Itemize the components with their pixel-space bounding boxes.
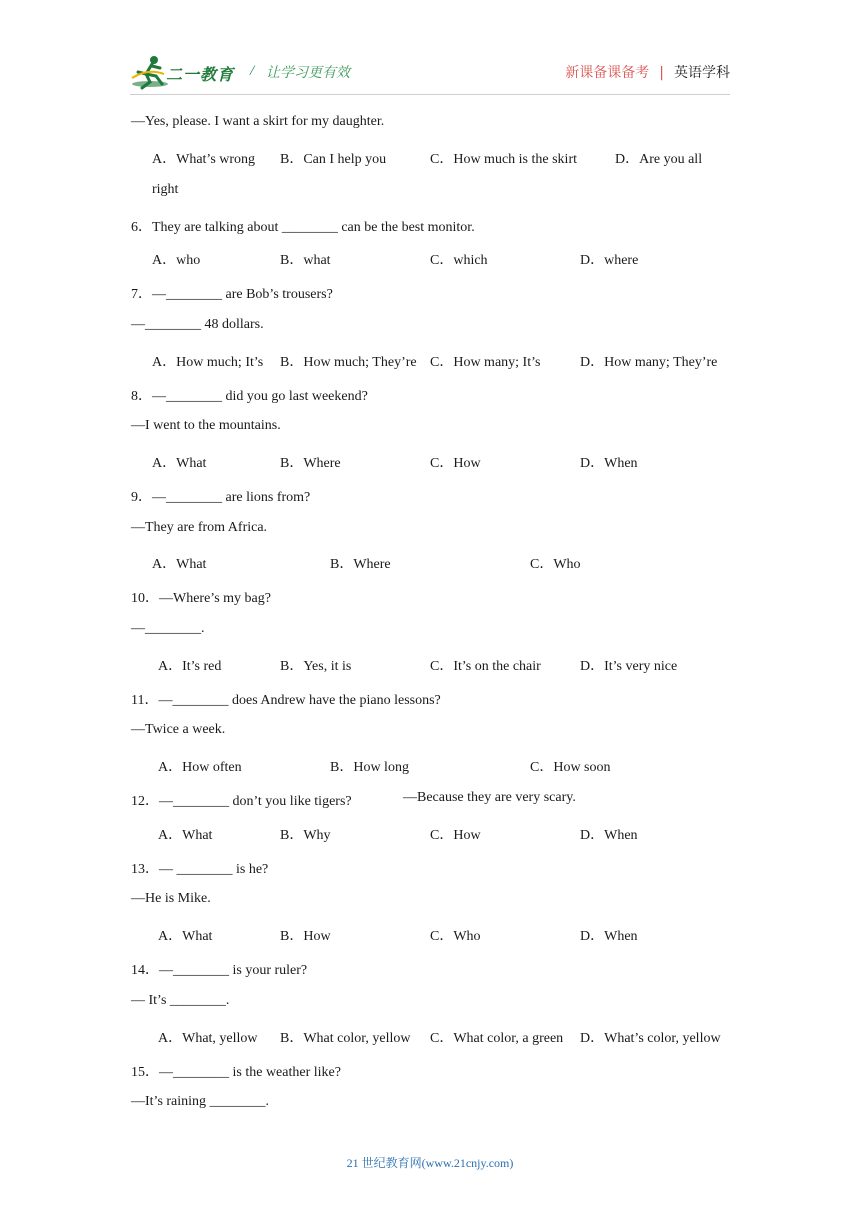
q12-option-b: B．Why — [280, 828, 331, 843]
q10-question: 10．—Where’s my bag? — [131, 591, 271, 606]
q8-option-d: D．When — [580, 456, 638, 471]
q10-option-d: D．It’s very nice — [580, 659, 678, 674]
header-separator: | — [659, 65, 664, 81]
q14-option-c: C．What color, a green — [430, 1031, 564, 1046]
q9-option-a: A．What — [152, 557, 207, 572]
page-header — [130, 54, 730, 94]
page-footer: 21 世纪教育网(www.21cnjy.com) — [346, 1156, 514, 1170]
q9-answer-line: —They are from Africa. — [131, 520, 268, 535]
q10-option-b: B．Yes, it is — [280, 659, 352, 674]
q12-question: 12．—________ don’t you like tigers? — [131, 794, 352, 809]
q15-answer-line: —It’s raining ________. — [131, 1094, 270, 1109]
q5-option-c: C．How much is the skirt — [430, 152, 577, 167]
q11-answer-line: —Twice a week. — [131, 722, 226, 737]
q5-option-d-wrap: right — [152, 182, 179, 197]
q7-option-b: B．How much; They’re — [280, 355, 417, 370]
q7-answer-line: —________ 48 dollars. — [131, 317, 264, 332]
q9-option-b: B．Where — [330, 557, 391, 572]
q6-option-b: B．what — [280, 253, 331, 268]
q12-option-a: A．What — [158, 828, 213, 843]
q8-answer-line: —I went to the mountains. — [131, 418, 281, 433]
q14-option-b: B．What color, yellow — [280, 1031, 411, 1046]
header-subject-label: 英语学科 — [674, 65, 730, 81]
q13-option-c: C．Who — [430, 929, 481, 944]
q13-answer-line: —He is Mike. — [131, 891, 211, 906]
q10-option-a: A．It’s red — [158, 659, 222, 674]
q14-answer-line: — It’s ________. — [131, 993, 230, 1008]
q6-option-c: C．which — [430, 253, 488, 268]
q5-option-b: B．Can I help you — [280, 152, 387, 167]
q7-option-a: A．How much; It’s — [152, 355, 264, 370]
q10-answer-line: —________. — [131, 621, 205, 636]
q12-answer-inline: —Because they are very scary. — [403, 790, 576, 805]
q5-option-a: A．What’s wrong — [152, 152, 256, 167]
q11-option-c: C．How soon — [530, 760, 611, 775]
q7-option-d: D．How many; They’re — [580, 355, 718, 370]
q14-question: 14．—________ is your ruler? — [131, 963, 308, 978]
slogan: 让学习更有效 — [266, 65, 350, 81]
q8-question: 8．—________ did you go last weekend? — [131, 389, 368, 404]
q12-option-c: C．How — [430, 828, 481, 843]
brand-name: 二一教育 — [166, 65, 235, 84]
q10-option-c: C．It’s on the chair — [430, 659, 541, 674]
q9-question: 9．—________ are lions from? — [131, 490, 311, 505]
header-course-label: 新课备课备考 — [565, 65, 650, 81]
q11-option-a: A．How often — [158, 760, 242, 775]
q11-option-b: B．How long — [330, 760, 409, 775]
q5-answer-line: —Yes, please. I want a skirt for my daughter. — [131, 114, 385, 129]
q13-option-a: A．What — [158, 929, 213, 944]
header-subject — [565, 62, 730, 82]
header-rule — [130, 94, 730, 95]
q7-question: 7．—________ are Bob’s trousers? — [131, 287, 333, 302]
q12-option-d: D．When — [580, 828, 638, 843]
q14-option-d: D．What’s color, yellow — [580, 1031, 721, 1046]
q9-option-c: C．Who — [530, 557, 581, 572]
q14-option-a: A．What, yellow — [158, 1031, 258, 1046]
q6-option-a: A．who — [152, 253, 201, 268]
q13-option-b: B．How — [280, 929, 331, 944]
q8-option-a: A．What — [152, 456, 207, 471]
q8-option-c: C．How — [430, 456, 481, 471]
q13-question: 13．— ________ is he? — [131, 862, 269, 877]
slogan-divider: / — [250, 63, 255, 79]
q15-question: 15．—________ is the weather like? — [131, 1065, 341, 1080]
q11-question: 11．—________ does Andrew have the piano lessons? — [131, 693, 441, 708]
q7-option-c: C．How many; It’s — [430, 355, 541, 370]
q6-option-d: D．where — [580, 253, 639, 268]
q6-question: 6．They are talking about ________ can be the best monitor. — [131, 220, 475, 235]
q8-option-b: B．Where — [280, 456, 341, 471]
q13-option-d: D．When — [580, 929, 638, 944]
q5-option-d: D．Are you all — [615, 152, 703, 167]
